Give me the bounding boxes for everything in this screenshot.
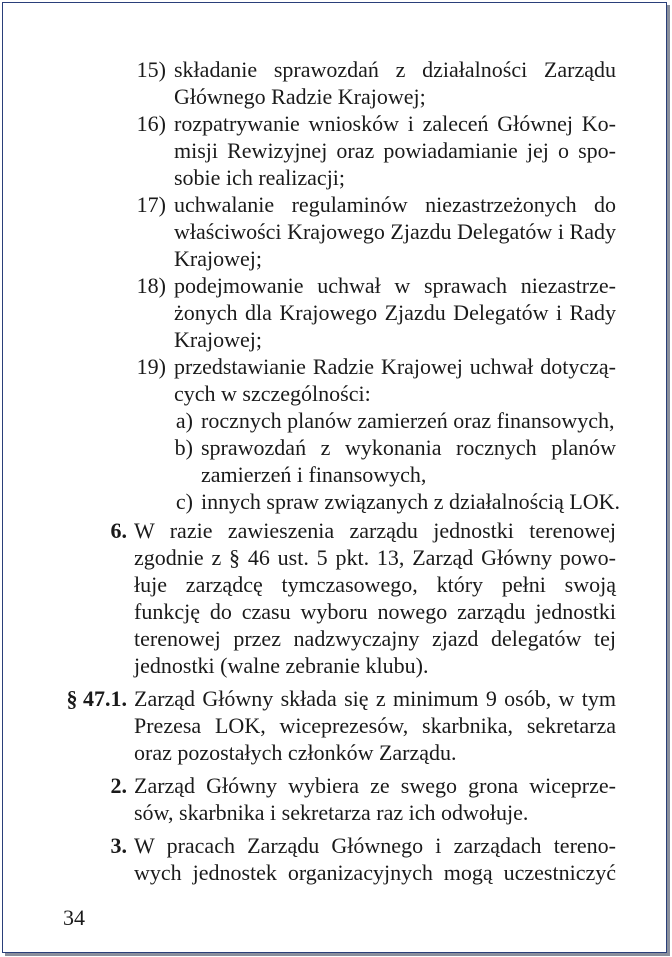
items-text-line: żonych dla Krajowego Zjazdu Delegatów i Rady bbox=[174, 300, 616, 325]
paragraphs-text-line: terenowej przez nadzwyczajny zjazd delegatów tej bbox=[134, 626, 616, 651]
items-text-line: cych w szczególności: bbox=[174, 381, 371, 406]
paragraphs-text-line: wych jednostek organizacyjnych mogą uczestniczyć bbox=[134, 860, 616, 885]
paragraphs-text-line: funkcję do czasu wyboru nowego zarządu jednostki bbox=[134, 599, 616, 624]
page-number: 34 bbox=[63, 905, 85, 930]
subitems-number: c) bbox=[175, 489, 193, 514]
subitems-text-line: sprawozdań z wykonania rocznych planów bbox=[201, 435, 616, 460]
items-number: 19) bbox=[136, 354, 166, 379]
subitems-number: b) bbox=[174, 435, 193, 460]
subitems-text-line: rocznych planów zamierzeń oraz finansowych, bbox=[201, 408, 615, 433]
items-text-line: Krajowej; bbox=[174, 327, 262, 352]
paragraphs-number: § 47.1. bbox=[66, 686, 127, 711]
items-number: 17) bbox=[136, 192, 166, 217]
items-text-line: Głównego Radzie Krajowej; bbox=[174, 84, 426, 109]
paragraphs-number: 3. bbox=[110, 833, 127, 858]
paragraphs-text-line: Zarząd Główny składa się z minimum 9 osób, w tym bbox=[134, 686, 616, 711]
paragraphs-text-line: oraz pozostałych członków Zarządu. bbox=[134, 740, 457, 765]
paragraphs-text-line: W razie zawieszenia zarządu jednostki terenowej bbox=[134, 518, 616, 543]
items-text-line: składanie sprawozdań z działalności Zarządu bbox=[174, 57, 616, 82]
items-text-line: rozpatrywanie wniosków i zaleceń Głównej Ko- bbox=[174, 111, 616, 136]
paragraphs-text-line: sów, skarbnika i sekretarza raz ich odwołuje. bbox=[134, 800, 529, 825]
items-text-line: Krajowej; bbox=[174, 246, 262, 271]
paragraphs-text-line: Zarząd Główny wybiera ze swego grona wiceprze- bbox=[134, 773, 616, 798]
items-text-line: podejmowanie uchwał w sprawach niezastrze- bbox=[174, 273, 616, 298]
paragraphs-text-line: Prezesa LOK, wiceprezesów, skarbnika, sekretarza bbox=[134, 713, 616, 738]
items-text-line: uchwalanie regulaminów niezastrzeżonych do bbox=[174, 192, 616, 217]
paragraphs-number: 6. bbox=[110, 518, 127, 543]
paragraphs-number: 2. bbox=[110, 773, 127, 798]
items-number: 15) bbox=[136, 57, 166, 82]
subitems-text-line: innych spraw związanych z działalnością LOK. bbox=[201, 489, 621, 514]
items-number: 16) bbox=[136, 111, 166, 136]
items-number: 18) bbox=[136, 273, 166, 298]
items-text-line: misji Rewizyjnej oraz powiadamianie jej o spo- bbox=[174, 138, 616, 163]
items-text-line: właściwości Krajowego Zjazdu Delegatów i Rady bbox=[174, 219, 616, 244]
paragraphs-text-line: W pracach Zarządu Głównego i zarządach tereno- bbox=[134, 833, 616, 858]
items-text-line: sobie ich realizacji; bbox=[174, 165, 346, 190]
subitems-number: a) bbox=[175, 408, 193, 433]
subitems-text-line: zamierzeń i finansowych, bbox=[201, 462, 427, 487]
items-text-line: przedstawianie Radzie Krajowej uchwał dotyczą- bbox=[174, 354, 616, 379]
paragraphs-text-line: zgodnie z § 46 ust. 5 pkt. 13, Zarząd Główny powo- bbox=[134, 545, 616, 570]
paragraphs-text-line: jednostki (walne zebranie klubu). bbox=[134, 653, 429, 678]
paragraphs-text-line: łuje zarządcę tymczasowego, który pełni swoją bbox=[134, 572, 616, 597]
